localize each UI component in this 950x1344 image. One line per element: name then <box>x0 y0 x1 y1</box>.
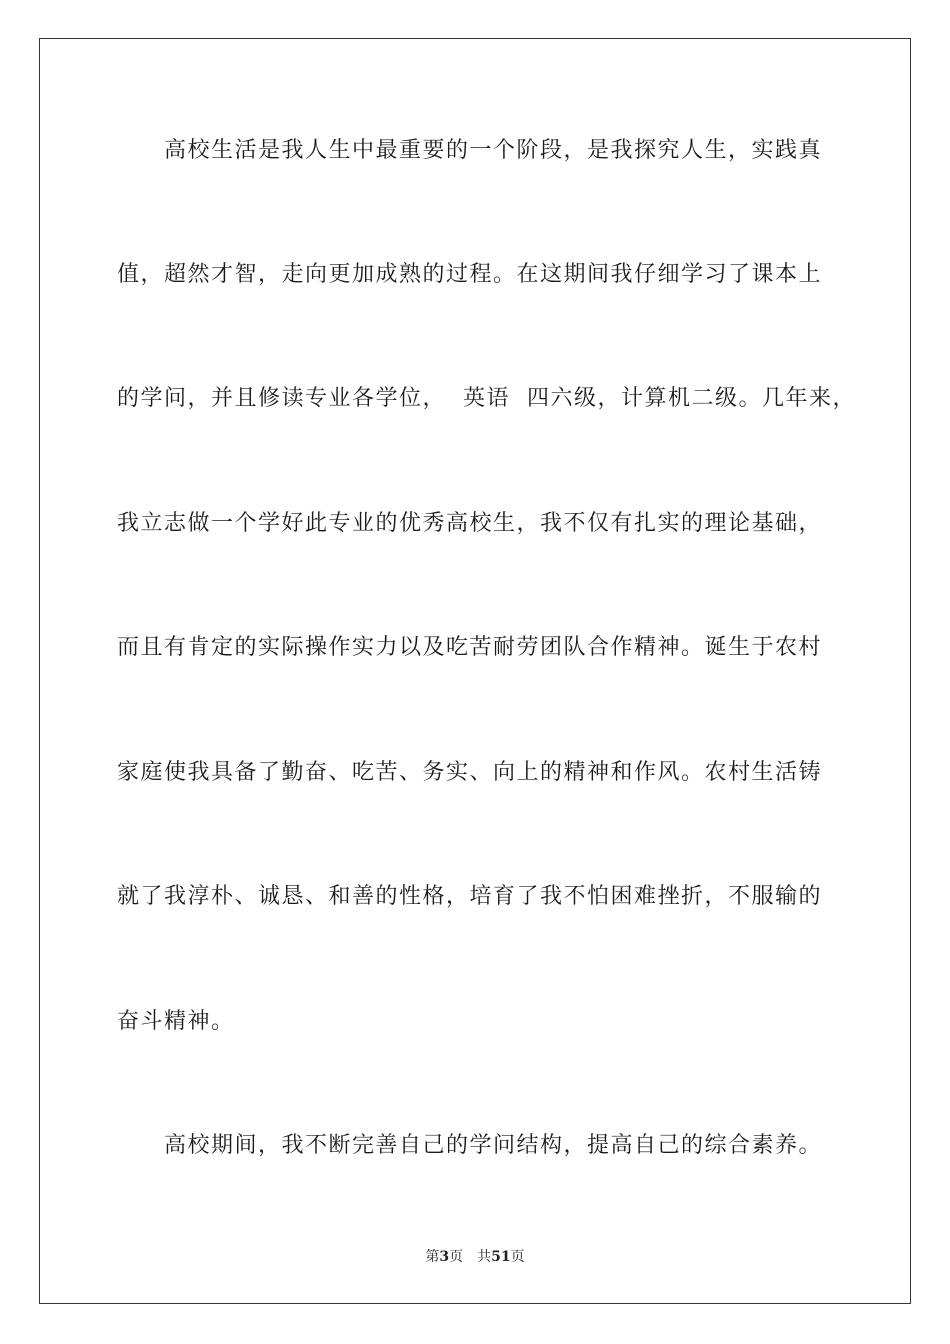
paragraph-1-line-3: 的学问，并且修读专业各学位， 英语 四六级，计算机二级。几年来， <box>117 386 856 411</box>
paragraph-1-line-4: 我立志做一个学好此专业的优秀高校生，我不仅有扎实的理论基础， <box>117 511 823 536</box>
footer-total-suffix: 页 <box>510 1249 525 1265</box>
paragraph-1-line-5: 而且有肯定的实际操作实力以及吃苦耐劳团队合作精神。诞生于农村 <box>117 635 823 660</box>
paragraph-1-line-6: 家庭使我具备了勤奋、吃苦、务实、向上的精神和作风。农村生活铸 <box>117 760 823 785</box>
footer-page-number: 3 <box>439 1249 450 1265</box>
page-frame <box>39 38 911 1304</box>
page-footer <box>0 1248 950 1266</box>
footer-total-prefix: 共 <box>477 1249 492 1265</box>
paragraph-2-line-1: 高校期间，我不断完善自己的学问结构，提高自己的综合素养。 <box>164 1133 823 1158</box>
paragraph-1-line-1: 高校生活是我人生中最重要的一个阶段，是我探究人生，实践真 <box>164 138 823 163</box>
paragraph-1-line-8: 奋斗精神。 <box>117 1009 235 1034</box>
footer-page-prefix: 第 <box>425 1249 440 1265</box>
paragraph-1-line-7: 就了我淳朴、诚恳、和善的性格，培育了我不怕困难挫折，不服输的 <box>117 884 823 909</box>
footer-page-suffix: 页 <box>449 1249 464 1265</box>
paragraph-1-line-2: 值，超然才智，走向更加成熟的过程。在这期间我仔细学习了课本上 <box>117 262 823 287</box>
footer-total-pages: 51 <box>491 1249 511 1265</box>
